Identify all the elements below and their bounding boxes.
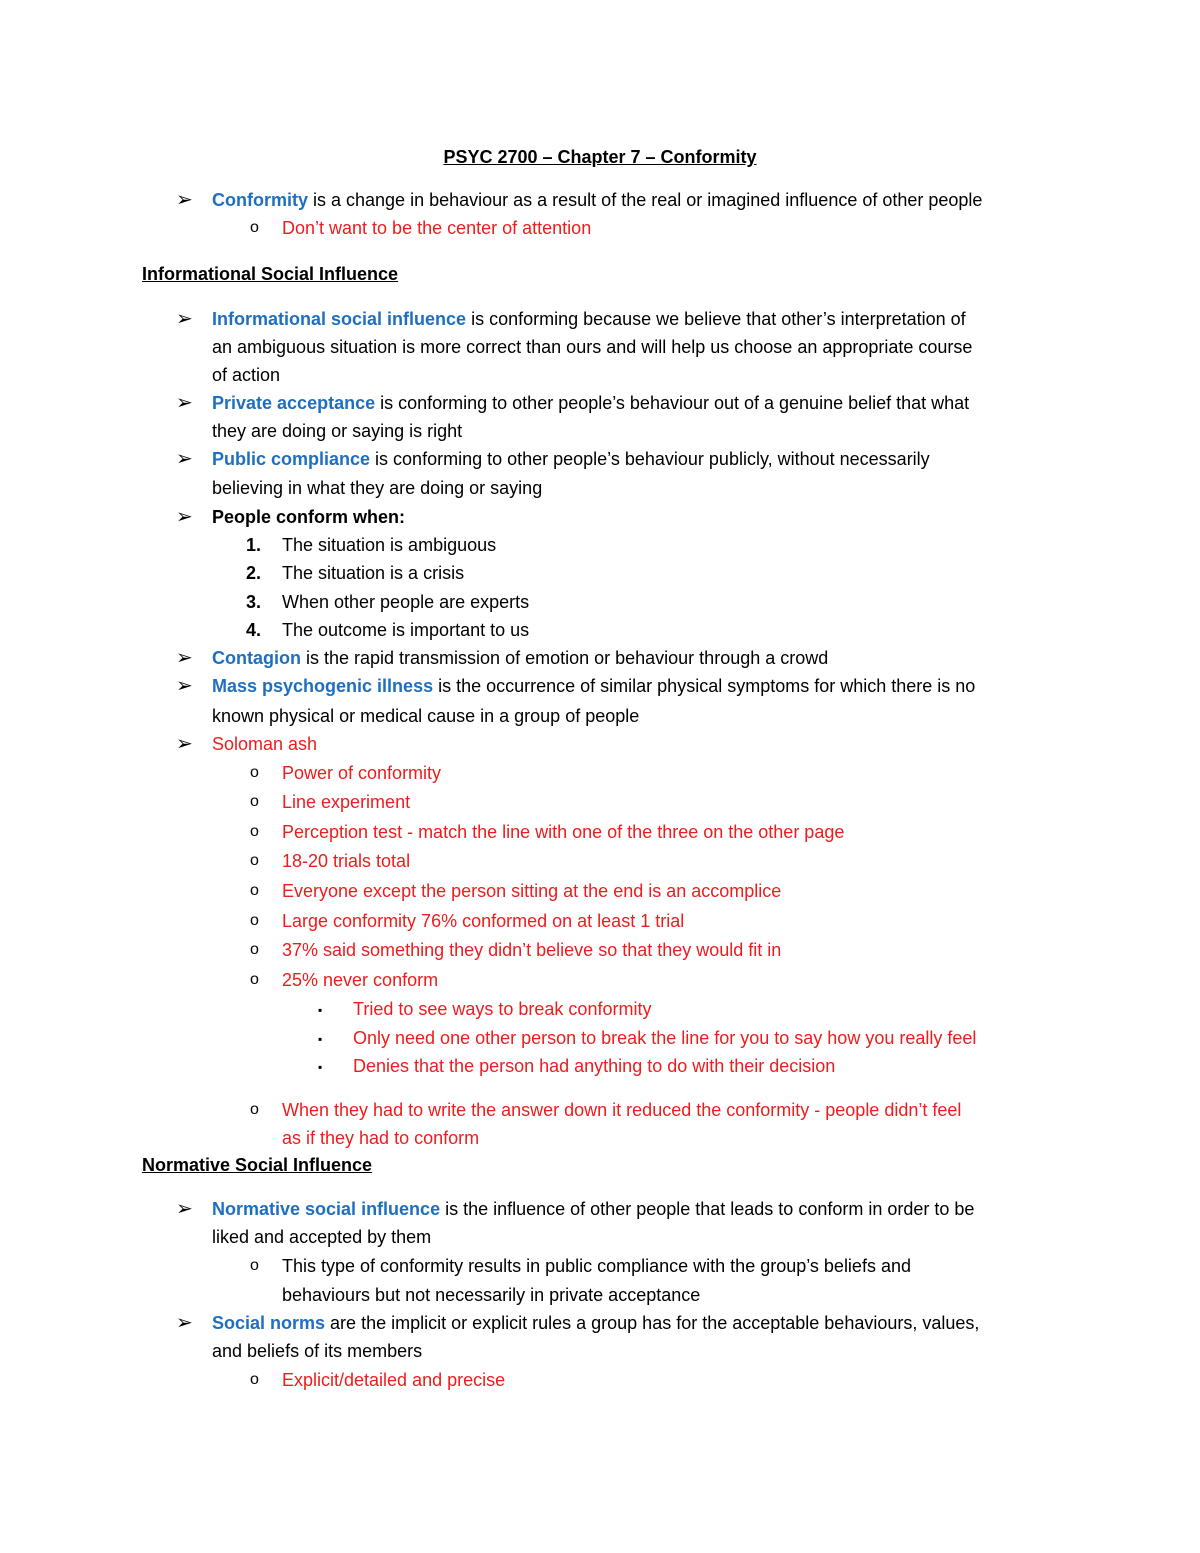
list-label: People conform when: (212, 507, 406, 527)
arrow-bullet-icon: ➢ (176, 392, 193, 414)
item-number: 4. (246, 620, 262, 640)
note-text: 25% never conform (282, 970, 439, 990)
square-bullet-icon: ▪ (318, 1032, 323, 1046)
definition-text: is conforming to other people’s behaviour out of a genuine belief that what (375, 393, 970, 413)
circle-bullet-icon: o (250, 941, 259, 958)
arrow-bullet-icon: ➢ (176, 506, 193, 528)
definition-text: believing in what they are doing or saying (212, 478, 543, 498)
item-text: The situation is ambiguous (282, 535, 497, 555)
definition-text: and beliefs of its members (212, 1341, 423, 1361)
section-heading-informational: Informational Social Influence (142, 264, 399, 284)
sub-text: behaviours but not necessarily in private acceptance (282, 1285, 701, 1305)
definition-text: they are doing or saying is right (212, 421, 463, 441)
item-number: 1. (246, 535, 262, 555)
arrow-bullet-icon: ➢ (176, 1198, 193, 1220)
term: Mass psychogenic illness (212, 676, 434, 696)
note-text: Tried to see ways to break conformity (353, 999, 652, 1019)
definition-text: are the implicit or explicit rules a group has for the acceptable behaviours, values, (325, 1313, 980, 1333)
circle-bullet-icon: o (250, 764, 259, 781)
note-text: When they had to write the answer down it reduced the conformity - people didn’t feel (282, 1100, 962, 1120)
note-text: Large conformity 76% conformed on at least 1 trial (282, 911, 685, 931)
sub-text: This type of conformity results in public compliance with the group’s beliefs and (282, 1256, 911, 1276)
item-text: The situation is a crisis (282, 563, 465, 583)
arrow-bullet-icon: ➢ (176, 308, 193, 330)
square-bullet-icon: ▪ (318, 1060, 323, 1074)
circle-bullet-icon: o (250, 1101, 259, 1118)
circle-bullet-icon: o (250, 882, 259, 899)
definition-text: is conforming because we believe that other’s interpretation of (466, 309, 966, 329)
section-heading-normative: Normative Social Influence (142, 1155, 373, 1175)
term: Public compliance (212, 449, 371, 469)
note-text: Line experiment (282, 792, 411, 812)
definition-text: is the occurrence of similar physical symptoms for which there is no (433, 676, 976, 696)
definition-text: an ambiguous situation is more correct than ours and will help us choose an appropriate course (212, 337, 973, 357)
note-text: Don’t want to be the center of attention (282, 218, 592, 238)
term: Normative social influence (212, 1199, 441, 1219)
note-text: Perception test - match the line with one of the three on the other page (282, 822, 845, 842)
item-number: 3. (246, 592, 262, 612)
term: Informational social influence (212, 309, 467, 329)
note-text: Power of conformity (282, 763, 442, 783)
arrow-bullet-icon: ➢ (176, 675, 193, 697)
definition-text: is a change in behaviour as a result of the real or imagined influence of other people (308, 190, 983, 210)
note-text: Explicit/detailed and precise (282, 1370, 506, 1390)
item-text: When other people are experts (282, 592, 530, 612)
square-bullet-icon: ▪ (318, 1003, 323, 1017)
note-text: Only need one other person to break the line for you to say how you really feel (353, 1028, 977, 1048)
circle-bullet-icon: o (250, 971, 259, 988)
circle-bullet-icon: o (250, 793, 259, 810)
note-text: 37% said something they didn’t believe so that they would fit in (282, 940, 782, 960)
item-text: The outcome is important to us (282, 620, 530, 640)
arrow-bullet-icon: ➢ (176, 733, 193, 755)
circle-bullet-icon: o (250, 219, 259, 236)
term-conformity: Conformity (212, 190, 308, 210)
note-text: Denies that the person had anything to do with their decision (353, 1056, 836, 1076)
term: Contagion (212, 648, 301, 668)
term: Social norms (212, 1313, 326, 1333)
note-text: 18-20 trials total (282, 851, 411, 871)
definition-text: liked and accepted by them (212, 1227, 432, 1247)
term: Private acceptance (212, 393, 376, 413)
item-number: 2. (246, 563, 262, 583)
note-text: Everyone except the person sitting at the end is an accomplice (282, 881, 782, 901)
arrow-bullet-icon: ➢ (176, 647, 193, 669)
circle-bullet-icon: o (250, 852, 259, 869)
definition-text: known physical or medical cause in a group of people (212, 706, 640, 726)
arrow-bullet-icon: ➢ (176, 1312, 193, 1334)
circle-bullet-icon: o (250, 912, 259, 929)
definition-text: of action (212, 365, 281, 385)
page-title: PSYC 2700 – Chapter 7 – Conformity (443, 147, 757, 167)
arrow-bullet-icon: ➢ (176, 189, 193, 211)
note-text: as if they had to conform (282, 1128, 480, 1148)
definition-text: is conforming to other people’s behaviour publicly, without necessarily (370, 449, 930, 469)
circle-bullet-icon: o (250, 823, 259, 840)
circle-bullet-icon: o (250, 1371, 259, 1388)
definition-text: is the rapid transmission of emotion or behaviour through a crowd (300, 648, 829, 668)
circle-bullet-icon: o (250, 1257, 259, 1274)
note-label: Soloman ash (212, 734, 318, 754)
definition-text: is the influence of other people that leads to conform in order to be (440, 1199, 975, 1219)
arrow-bullet-icon: ➢ (176, 448, 193, 470)
